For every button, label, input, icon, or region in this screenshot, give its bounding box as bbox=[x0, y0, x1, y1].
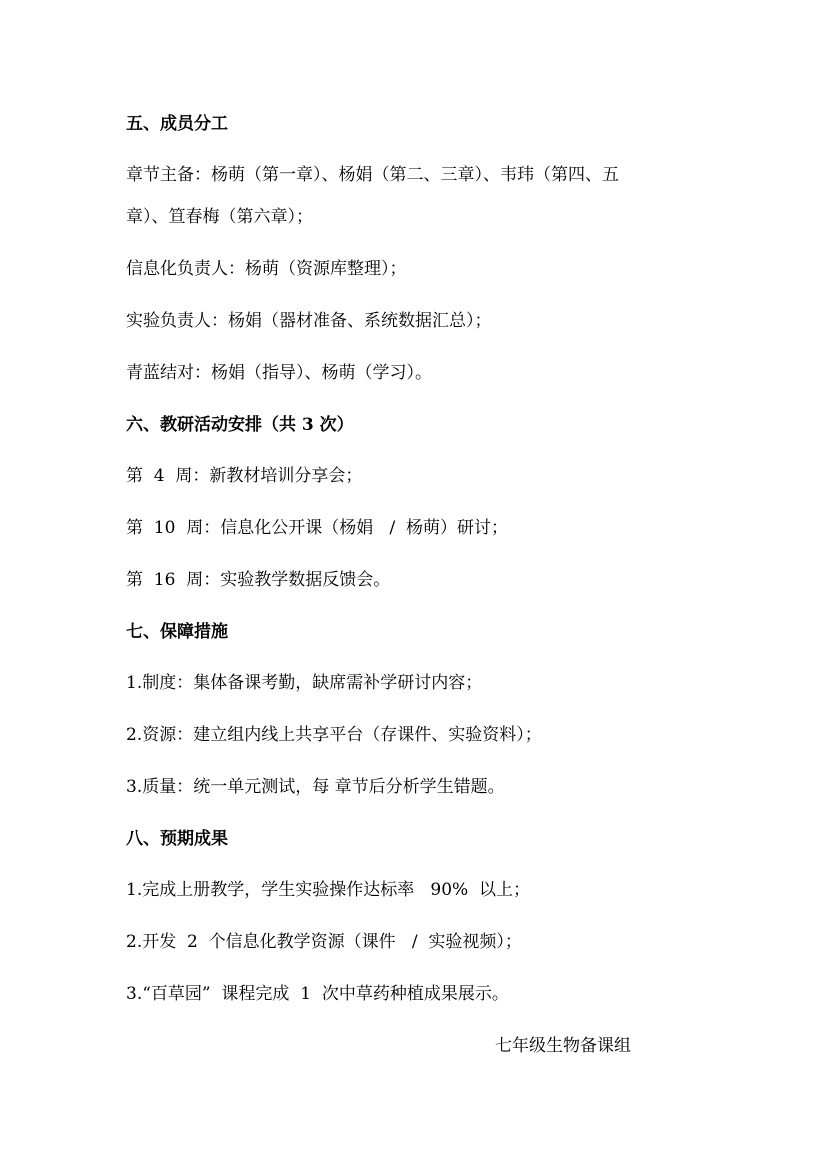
section-6-heading: 六、教研活动安排（共 3 次） bbox=[126, 415, 354, 435]
s6-line-2: 第 10 周：信息化公开课（杨娟 / 杨萌）研讨； bbox=[126, 518, 508, 538]
signature: 七年级生物备课组 bbox=[495, 1036, 631, 1056]
s5-line-3: 信息化负责人：杨萌（资源库整理）； bbox=[126, 259, 407, 279]
s7-line-3: 3.质量：统一单元测试，每 章节后分析学生错题。 bbox=[126, 777, 505, 797]
s7-line-2: 2.资源：建立组内线上共享平台（存课件、实验资料）； bbox=[126, 725, 542, 745]
section-7-heading: 七、保障措施 bbox=[126, 622, 228, 642]
s5-line-2: 章）、笪春梅（第六章）； bbox=[126, 207, 313, 227]
s5-line-5: 青蓝结对：杨娟（指导）、杨萌（学习）。 bbox=[126, 363, 432, 383]
s6-line-3: 第 16 周：实验教学数据反馈会。 bbox=[126, 570, 391, 590]
s6-line-1: 第 4 周：新教材培训分享会； bbox=[126, 466, 363, 486]
section-5-heading: 五、成员分工 bbox=[126, 114, 228, 134]
s8-line-1: 1.完成上册教学，学生实验操作达标率 90% 以上； bbox=[126, 880, 531, 900]
s8-line-3: 3.“百草园” 课程完成 1 次中草药种植成果展示。 bbox=[126, 984, 509, 1004]
s8-line-2: 2.开发 2 个信息化教学资源（课件 / 实验视频）； bbox=[126, 932, 522, 952]
section-8-heading: 八、预期成果 bbox=[126, 829, 228, 849]
s5-line-1: 章节主备：杨萌（第一章）、杨娟（第二、三章）、韦玮（第四、五 bbox=[126, 165, 619, 185]
s5-line-4: 实验负责人：杨娟（器材准备、系统数据汇总）； bbox=[126, 311, 492, 331]
s7-line-1: 1.制度：集体备课考勤，缺席需补学研讨内容； bbox=[126, 673, 483, 693]
